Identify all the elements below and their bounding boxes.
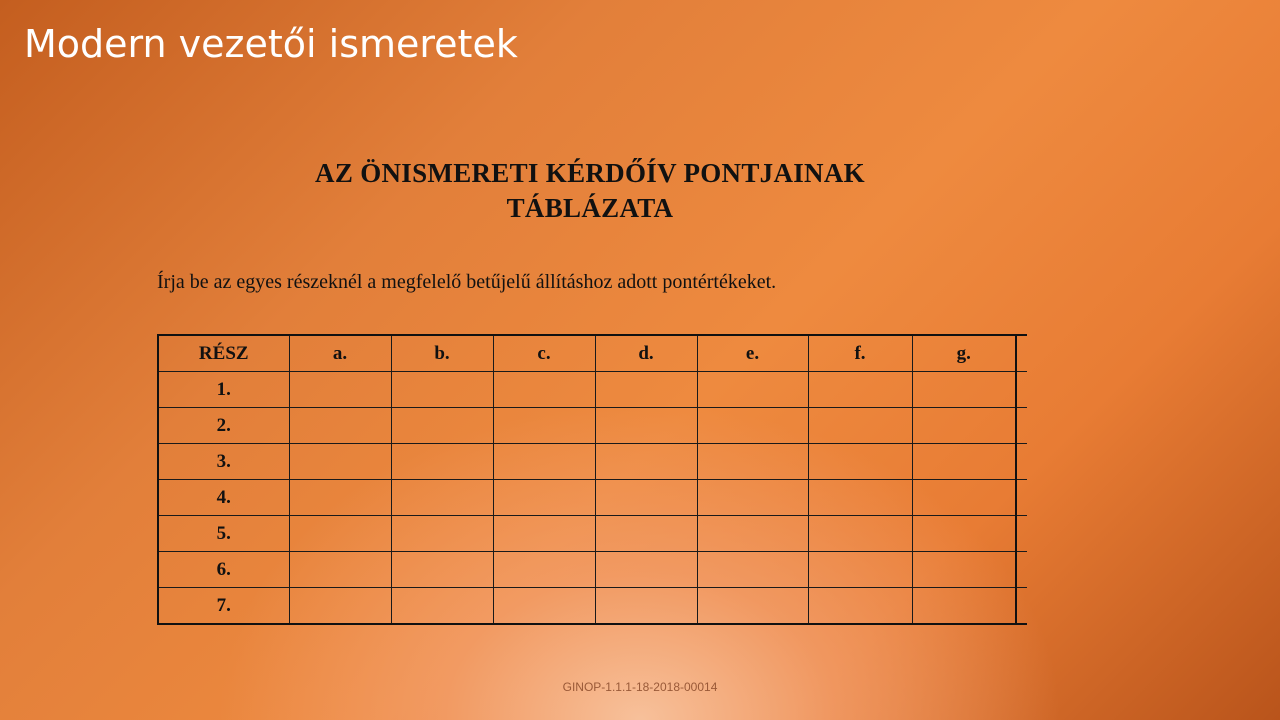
- score-cell: [595, 408, 697, 444]
- document-heading-line2: TÁBLÁZATA: [506, 193, 674, 223]
- score-cell: [912, 552, 1016, 588]
- table-header-cell: g.: [912, 335, 1016, 372]
- table-row: [158, 516, 1027, 552]
- score-cell: [697, 588, 808, 625]
- table-header-cell: c.: [493, 335, 595, 372]
- score-cell: [697, 552, 808, 588]
- score-cell: [493, 588, 595, 625]
- table-row-label: 1.: [158, 372, 289, 408]
- table-row-label: 5.: [158, 516, 289, 552]
- table-header-cell: f.: [808, 335, 912, 372]
- table-header-cell: [1016, 335, 1027, 372]
- score-cell: [912, 408, 1016, 444]
- score-cell: [391, 516, 493, 552]
- score-cell: [289, 480, 391, 516]
- table-row: [158, 444, 1027, 480]
- score-cell: [391, 372, 493, 408]
- score-cell: [912, 372, 1016, 408]
- score-cell: [391, 408, 493, 444]
- score-cell: [595, 516, 697, 552]
- document-heading: [150, 156, 1030, 226]
- score-cell: [808, 588, 912, 625]
- score-cell: [289, 552, 391, 588]
- score-cell: [391, 480, 493, 516]
- score-cell: [493, 408, 595, 444]
- score-cell: [1016, 372, 1027, 408]
- score-cell: [289, 444, 391, 480]
- score-cell: [493, 480, 595, 516]
- score-cell: [595, 552, 697, 588]
- score-cell: [697, 480, 808, 516]
- score-cell: [808, 516, 912, 552]
- table-header-cell: e.: [697, 335, 808, 372]
- score-cell: [697, 372, 808, 408]
- table-row-label: 3.: [158, 444, 289, 480]
- score-cell: [1016, 588, 1027, 625]
- table-row-label: 4.: [158, 480, 289, 516]
- score-cell: [1016, 516, 1027, 552]
- table-row: [158, 480, 1027, 516]
- table-header-cell: d.: [595, 335, 697, 372]
- table-row: [158, 552, 1027, 588]
- score-cell: [808, 408, 912, 444]
- questionnaire-table-image: [150, 150, 1030, 640]
- table-header-resz: RÉSZ: [158, 335, 289, 372]
- score-cell: [493, 552, 595, 588]
- table-row-label: 2.: [158, 408, 289, 444]
- score-cell: [1016, 552, 1027, 588]
- score-cell: [493, 444, 595, 480]
- score-cell: [595, 444, 697, 480]
- score-cell: [912, 444, 1016, 480]
- score-cell: [1016, 480, 1027, 516]
- table-row-label: 6.: [158, 552, 289, 588]
- score-cell: [493, 372, 595, 408]
- score-cell: [289, 516, 391, 552]
- score-cell: [808, 552, 912, 588]
- score-cell: [912, 588, 1016, 625]
- score-cell: [697, 516, 808, 552]
- score-cell: [289, 408, 391, 444]
- score-table: [157, 334, 1027, 625]
- score-cell: [697, 444, 808, 480]
- score-cell: [808, 372, 912, 408]
- slide-footer: GINOP-1.1.1-18-2018-00014: [562, 680, 718, 694]
- score-cell: [697, 408, 808, 444]
- table-header-cell: a.: [289, 335, 391, 372]
- score-cell: [808, 444, 912, 480]
- table-header-row: [158, 335, 1027, 372]
- score-cell: [595, 372, 697, 408]
- score-cell: [391, 552, 493, 588]
- score-cell: [808, 480, 912, 516]
- score-cell: [289, 588, 391, 625]
- table-row-label: 7.: [158, 588, 289, 625]
- score-cell: [595, 480, 697, 516]
- score-cell: [289, 372, 391, 408]
- score-cell: [1016, 444, 1027, 480]
- score-cell: [391, 588, 493, 625]
- table-header-cell: b.: [391, 335, 493, 372]
- score-cell: [912, 480, 1016, 516]
- score-cell: [595, 588, 697, 625]
- score-cell: [493, 516, 595, 552]
- score-cell: [1016, 408, 1027, 444]
- slide-title: Modern vezetői ismeretek: [24, 22, 518, 66]
- table-row: [158, 588, 1027, 625]
- table-row: [158, 372, 1027, 408]
- score-cell: [912, 516, 1016, 552]
- table-row: [158, 408, 1027, 444]
- score-cell: [391, 444, 493, 480]
- table-body: [158, 372, 1027, 625]
- document-heading-line1: AZ ÖNISMERETI KÉRDŐÍV PONTJAINAK: [315, 158, 865, 188]
- document-instruction: Írja be az egyes részeknél a megfelelő betűjelű állításhoz adott pontértékeket.: [157, 271, 777, 293]
